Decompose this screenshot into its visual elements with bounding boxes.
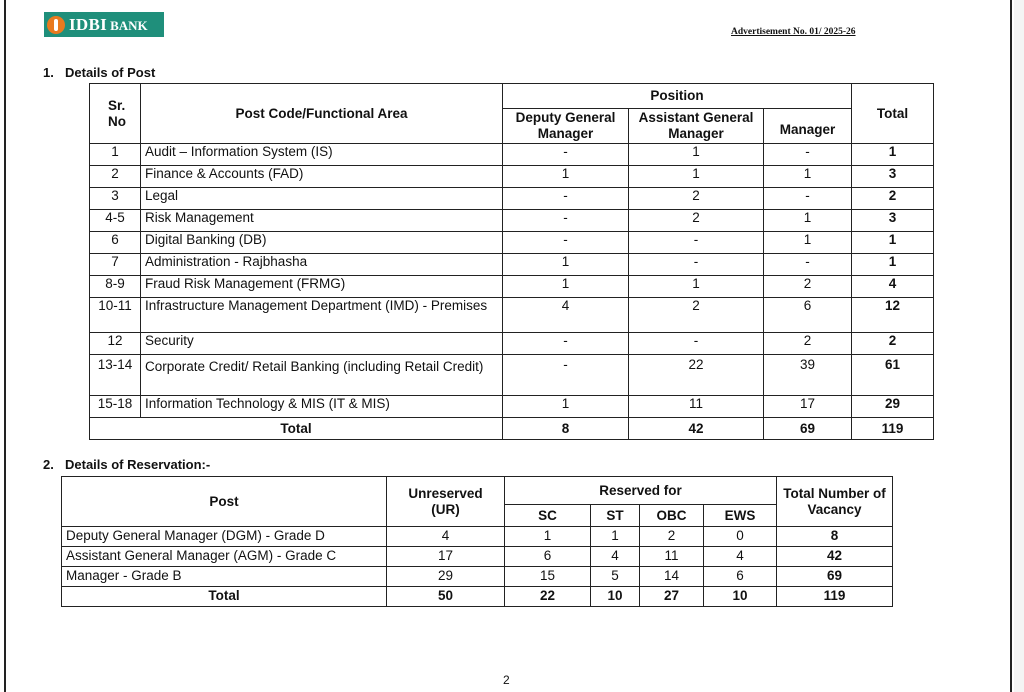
table-row: [62, 547, 893, 567]
table-row: [90, 396, 934, 418]
total-ur: 50: [387, 587, 505, 607]
cell-sc: 6: [505, 547, 591, 567]
table-row: [90, 298, 934, 333]
cell-area: Infrastructure Management Department (IMD) - Premises: [141, 298, 503, 333]
table-row: [90, 144, 934, 166]
table-row: [62, 567, 893, 587]
cell-sr: 15-18: [90, 396, 141, 418]
cell-sr: 8-9: [90, 276, 141, 298]
cell-total: 3: [852, 166, 934, 188]
cell-sr: 2: [90, 166, 141, 188]
logo-text: IDBI BANK: [69, 14, 148, 34]
section-2-heading: 2. Details of Reservation:-: [43, 457, 211, 472]
cell-ews: 6: [704, 567, 777, 587]
cell-dgm: -: [503, 144, 629, 166]
cell-st: 4: [591, 547, 640, 567]
total-row: [90, 418, 934, 440]
cell-area: Administration - Rajbhasha: [141, 254, 503, 276]
cell-total: 61: [852, 355, 934, 396]
total-vacancy: 119: [777, 587, 893, 607]
idbi-logo-mark-icon: [47, 16, 65, 34]
header-post: Post: [62, 477, 387, 527]
total-obc: 27: [640, 587, 704, 607]
cell-dgm: -: [503, 188, 629, 210]
cell-sr: 13-14: [90, 355, 141, 396]
total-sc: 22: [505, 587, 591, 607]
cell-area: Security: [141, 333, 503, 355]
cell-total-vacancy: 42: [777, 547, 893, 567]
cell-ur: 17: [387, 547, 505, 567]
cell-total: 12: [852, 298, 934, 333]
cell-sr: 10-11: [90, 298, 141, 333]
cell-sc: 15: [505, 567, 591, 587]
cell-post: Manager - Grade B: [62, 567, 387, 587]
header-dgm: Deputy General Manager: [503, 109, 629, 144]
idbi-bank-logo: [44, 12, 164, 37]
header-reserved-for: Reserved for: [505, 477, 777, 505]
header-st: ST: [591, 505, 640, 527]
total-ews: 10: [704, 587, 777, 607]
cell-ur: 29: [387, 567, 505, 587]
cell-manager: 2: [764, 276, 852, 298]
cell-area: Digital Banking (DB): [141, 232, 503, 254]
cell-area: Legal: [141, 188, 503, 210]
cell-dgm: 4: [503, 298, 629, 333]
cell-agm: 2: [629, 210, 764, 232]
section-1-heading: 1. Details of Post: [43, 65, 156, 80]
cell-ews: 4: [704, 547, 777, 567]
total-label: Total: [90, 418, 503, 440]
cell-area: Risk Management: [141, 210, 503, 232]
table-row: [90, 166, 934, 188]
cell-agm: 2: [629, 298, 764, 333]
table-row: [90, 355, 934, 396]
cell-agm: 11: [629, 396, 764, 418]
total-label: Total: [62, 587, 387, 607]
cell-manager: 39: [764, 355, 852, 396]
header-sr-no: Sr. No: [90, 84, 141, 144]
cell-sr: 7: [90, 254, 141, 276]
cell-dgm: -: [503, 355, 629, 396]
cell-obc: 14: [640, 567, 704, 587]
total-manager: 69: [764, 418, 852, 440]
cell-area: Information Technology & MIS (IT & MIS): [141, 396, 503, 418]
table-row: [90, 188, 934, 210]
cell-total-vacancy: 69: [777, 567, 893, 587]
header-obc: OBC: [640, 505, 704, 527]
cell-post: Assistant General Manager (AGM) - Grade C: [62, 547, 387, 567]
cell-st: 1: [591, 527, 640, 547]
cell-manager: 1: [764, 232, 852, 254]
total-st: 10: [591, 587, 640, 607]
details-of-post-table: [89, 83, 934, 440]
header-manager: Manager: [764, 109, 852, 144]
cell-sr: 3: [90, 188, 141, 210]
cell-obc: 11: [640, 547, 704, 567]
details-of-reservation-table: [61, 476, 893, 607]
total-row: [62, 587, 893, 607]
cell-dgm: -: [503, 333, 629, 355]
cell-manager: -: [764, 254, 852, 276]
cell-agm: 1: [629, 144, 764, 166]
header-ews: EWS: [704, 505, 777, 527]
cell-dgm: 1: [503, 276, 629, 298]
page-number: 2: [503, 673, 510, 687]
cell-ur: 4: [387, 527, 505, 547]
cell-ews: 0: [704, 527, 777, 547]
total-agm: 42: [629, 418, 764, 440]
total-grand: 119: [852, 418, 934, 440]
table-row: [62, 527, 893, 547]
cell-total: 1: [852, 232, 934, 254]
header-post-code: Post Code/Functional Area: [141, 84, 503, 144]
page-edge-shadow: [1014, 0, 1024, 692]
total-dgm: 8: [503, 418, 629, 440]
header-total-vacancy: Total Number of Vacancy: [777, 477, 893, 527]
table-row: [90, 210, 934, 232]
table-row: [90, 276, 934, 298]
header-unreserved: Unreserved (UR): [387, 477, 505, 527]
cell-st: 5: [591, 567, 640, 587]
cell-agm: 1: [629, 276, 764, 298]
table-row: [90, 232, 934, 254]
advertisement-number: Advertisement No. 01/ 2025-26: [731, 27, 856, 37]
cell-sr: 4-5: [90, 210, 141, 232]
cell-dgm: 1: [503, 254, 629, 276]
cell-dgm: 1: [503, 166, 629, 188]
table-row: [90, 333, 934, 355]
cell-area: Audit – Information System (IS): [141, 144, 503, 166]
cell-area: Corporate Credit/ Retail Banking (including Retail Credit): [141, 355, 503, 396]
cell-manager: 1: [764, 166, 852, 188]
cell-agm: -: [629, 333, 764, 355]
cell-agm: -: [629, 232, 764, 254]
cell-total: 29: [852, 396, 934, 418]
cell-manager: 1: [764, 210, 852, 232]
cell-post: Deputy General Manager (DGM) - Grade D: [62, 527, 387, 547]
cell-area: Fraud Risk Management (FRMG): [141, 276, 503, 298]
cell-total: 2: [852, 333, 934, 355]
header-total: Total: [852, 84, 934, 144]
cell-manager: -: [764, 144, 852, 166]
cell-agm: 22: [629, 355, 764, 396]
cell-sr: 6: [90, 232, 141, 254]
header-sc: SC: [505, 505, 591, 527]
cell-total-vacancy: 8: [777, 527, 893, 547]
header-agm: Assistant General Manager: [629, 109, 764, 144]
cell-manager: -: [764, 188, 852, 210]
table-row: [90, 254, 934, 276]
cell-total: 1: [852, 144, 934, 166]
cell-total: 2: [852, 188, 934, 210]
cell-area: Finance & Accounts (FAD): [141, 166, 503, 188]
cell-agm: 2: [629, 188, 764, 210]
cell-manager: 17: [764, 396, 852, 418]
cell-total: 1: [852, 254, 934, 276]
cell-total: 4: [852, 276, 934, 298]
cell-dgm: -: [503, 210, 629, 232]
cell-manager: 6: [764, 298, 852, 333]
cell-agm: 1: [629, 166, 764, 188]
cell-sr: 1: [90, 144, 141, 166]
cell-manager: 2: [764, 333, 852, 355]
cell-dgm: 1: [503, 396, 629, 418]
cell-sc: 1: [505, 527, 591, 547]
header-position: Position: [503, 84, 852, 109]
cell-sr: 12: [90, 333, 141, 355]
cell-obc: 2: [640, 527, 704, 547]
cell-agm: -: [629, 254, 764, 276]
cell-total: 3: [852, 210, 934, 232]
cell-dgm: -: [503, 232, 629, 254]
